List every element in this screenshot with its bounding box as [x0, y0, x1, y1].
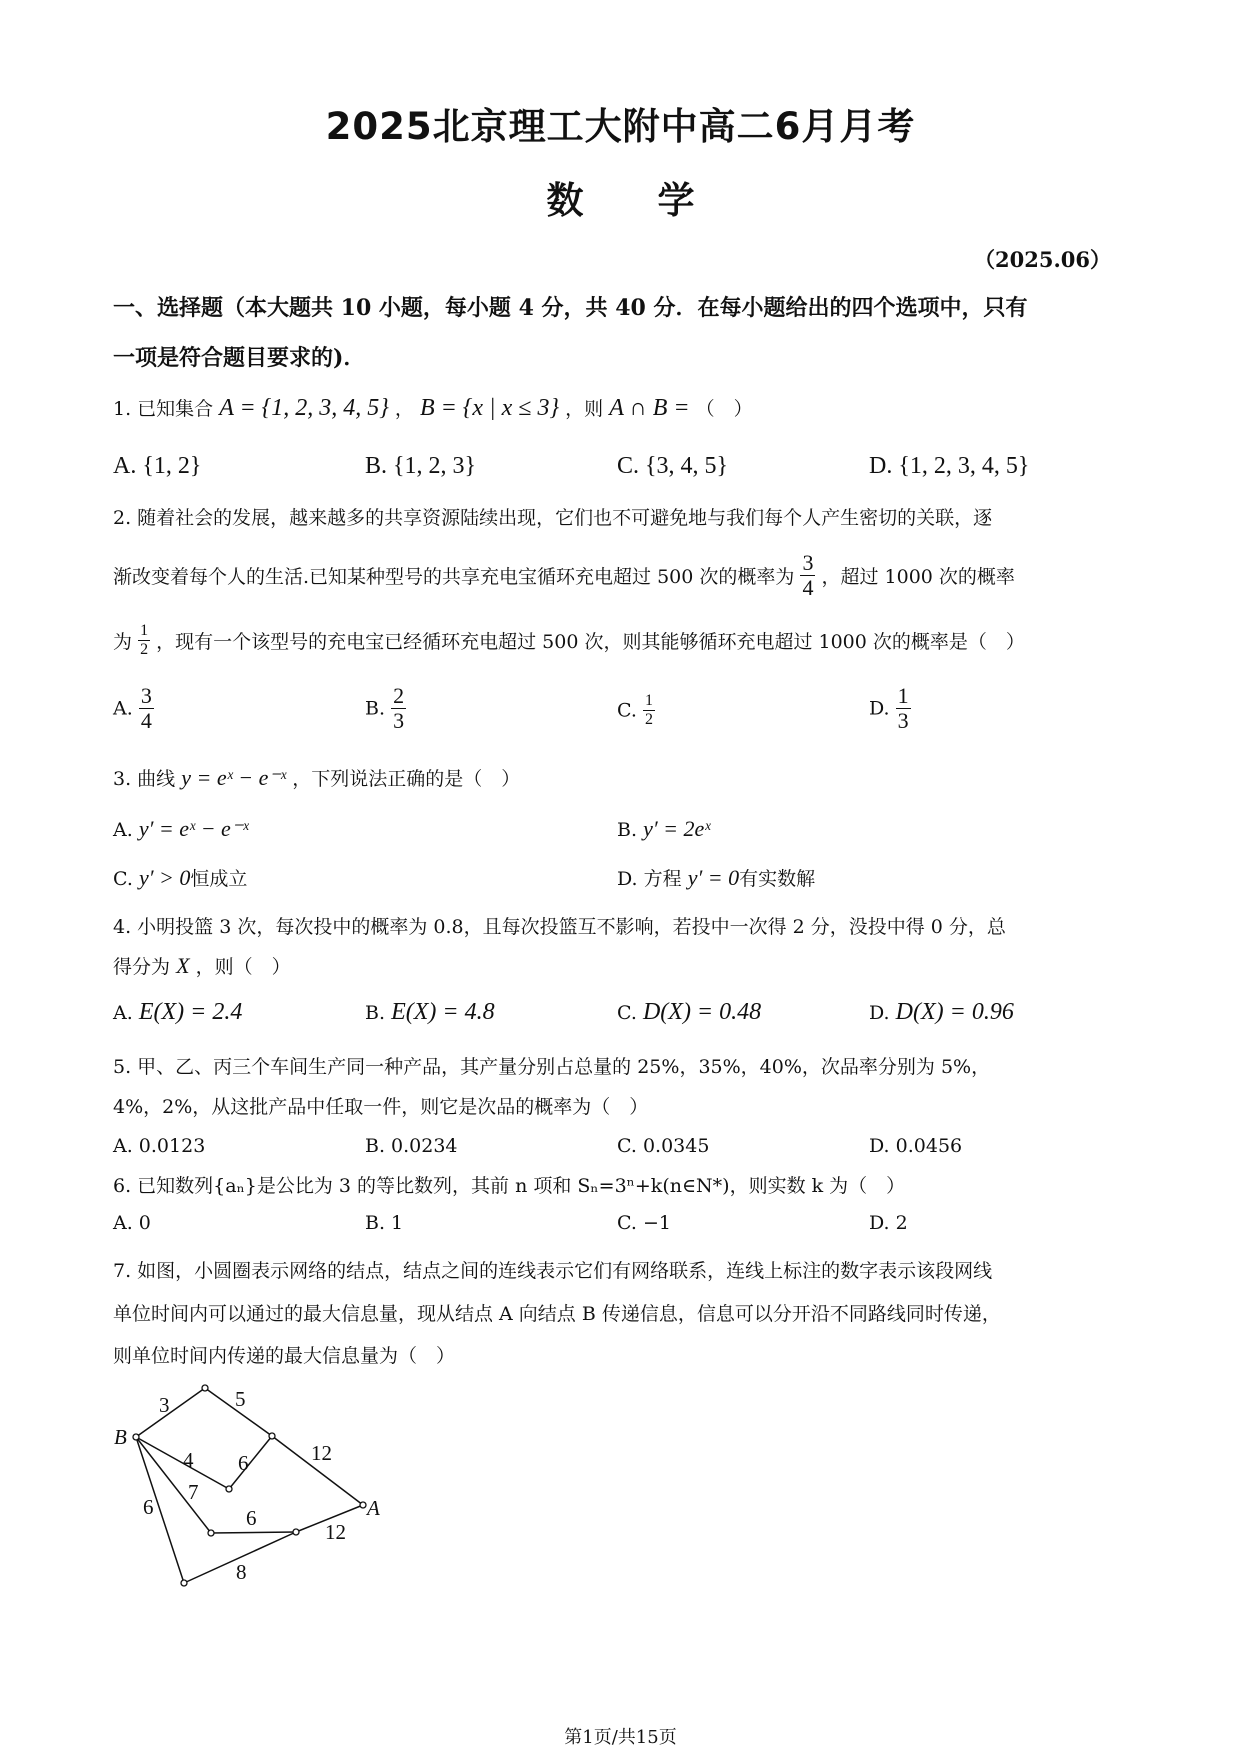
edge-mid-right: [229, 1436, 272, 1489]
question-1: [113, 394, 753, 422]
q4-option-d: [869, 999, 1014, 1026]
q2-option-a-den: 4: [140, 708, 152, 733]
node-lower: [208, 1530, 214, 1536]
q2-option-b: [365, 684, 406, 733]
q1-option-a: A. {1, 2}: [113, 453, 202, 479]
edge-label-8: 8: [236, 1560, 247, 1584]
q2-frac1-den: 4: [802, 575, 814, 600]
q3-option-b: [617, 816, 710, 842]
edge-label-5: 5: [235, 1387, 246, 1411]
q4-option-b-expr: E(X) = 4.8: [391, 999, 495, 1025]
q5-line1: 5. 甲、乙、丙三个车间生产同一种产品，其产量分别占总量的 25%，35%，40%，次品率分别为 5%，: [113, 1056, 991, 1078]
edge-b-top: [136, 1388, 205, 1437]
edge-label-4: 4: [183, 1448, 194, 1472]
q2-fraction-one-half: [138, 622, 150, 659]
q4-option-c-expr: D(X) = 0.48: [642, 999, 762, 1025]
q2-frac2-num: 1: [140, 622, 149, 639]
section-heading-line1: 一、选择题（本大题共 10 小题，每小题 4 分，共 40 分．在每小题给出的四个选项中，只有: [113, 295, 1028, 321]
section-heading-line2: 一项是符合题目要求的)．: [113, 345, 366, 371]
q6-option-d: D. 2: [869, 1212, 908, 1234]
q3-option-b-label: B.: [617, 819, 638, 841]
node-label-a: A: [367, 1496, 380, 1520]
q3-expr: y = eˣ − e⁻ˣ: [181, 765, 287, 790]
q7-line2: 单位时间内可以通过的最大信息量，现从结点 A 向结点 B 传递信息，信息可以分开沿不同路线同时传递，: [113, 1303, 1001, 1325]
q2-line2-b: ，超过 1000 次的概率: [821, 566, 1015, 588]
edge-label-6-upper: 6: [238, 1451, 249, 1475]
q2-option-c-num: 1: [644, 692, 653, 709]
q6-option-c: C. −1: [617, 1212, 671, 1234]
q1-expr: A ∩ B =: [609, 395, 690, 421]
q2-option-d-num: 1: [897, 683, 909, 708]
node-right: [269, 1433, 275, 1439]
q1-prefix: 1. 已知集合: [113, 398, 214, 420]
q5-option-c: C. 0.0345: [617, 1135, 710, 1157]
q3-option-c-text: 恒成立: [190, 868, 248, 890]
q3-option-d-label: D. 方程: [617, 868, 682, 890]
q6-option-a: A. 0: [113, 1212, 151, 1234]
node-a: [360, 1502, 366, 1508]
q4-option-d-expr: D(X) = 0.96: [895, 999, 1014, 1025]
q3-option-a-expr: y′ = eˣ − e⁻ˣ: [138, 816, 249, 841]
edge-label-6-lower: 6: [246, 1506, 257, 1530]
q2-fraction-three-quarters: [800, 551, 815, 600]
node-b: [133, 1434, 139, 1440]
q2-option-d: [869, 684, 911, 733]
q4-option-b-label: B.: [365, 1002, 386, 1024]
q2-option-b-label: B.: [365, 697, 386, 720]
q2-line3-b: ，现有一个该型号的充电宝已经循环充电超过 500 次，则其能够循环充电超过 1000 次的概率是（ ）: [156, 631, 1025, 653]
node-label-b: B: [114, 1425, 127, 1449]
q4-option-d-label: D.: [869, 1002, 890, 1024]
q2-option-b-den: 3: [393, 708, 405, 733]
q2-option-d-den: 3: [897, 708, 909, 733]
edge-lower-lowerright: [211, 1532, 296, 1533]
node-lower-right: [293, 1529, 299, 1535]
q2-option-c-label: C.: [617, 699, 637, 722]
q3-option-b-expr: y′ = 2eˣ: [643, 816, 711, 841]
q4-line2-b: ，则（ ）: [195, 956, 291, 978]
q3-option-c-label: C.: [113, 868, 133, 890]
edge-label-6-left: 6: [143, 1495, 154, 1519]
q2-option-b-num: 2: [393, 683, 405, 708]
exam-date: （2025.06）: [974, 247, 1111, 272]
q4-option-c-label: C.: [617, 1002, 637, 1024]
q4-variable-x: X: [176, 953, 190, 978]
q2-option-a: [113, 684, 154, 733]
q3-prefix: 3. 曲线: [113, 768, 176, 790]
q3-option-a-label: A.: [113, 819, 133, 841]
q2-option-a-num: 3: [140, 683, 152, 708]
q2-line3-a: 为: [113, 631, 133, 653]
q6-option-b: B. 1: [365, 1212, 404, 1234]
q2-option-c-den: 2: [644, 711, 653, 728]
q3-option-a: [113, 816, 249, 842]
q3-option-c-expr: y′ > 0: [138, 865, 191, 890]
q1-sep: ，: [394, 398, 414, 420]
question-3: [113, 764, 520, 791]
q3-option-d: [617, 864, 815, 891]
q6-line1: 6. 已知数列{aₙ}是公比为 3 的等比数列，其前 n 项和 Sₙ=3ⁿ+k(n∈N*)，则实数 k 为（ ）: [113, 1175, 906, 1197]
q2-line2: [113, 551, 1015, 600]
q4-option-c: [617, 999, 761, 1026]
subject-title: 数 学: [546, 179, 695, 222]
q5-line2: 4%，2%，从这批产品中任取一件，则它是次品的概率为（ ）: [113, 1096, 649, 1118]
edge-label-3: 3: [159, 1393, 170, 1417]
node-bottom: [181, 1580, 187, 1586]
q4-option-a-expr: E(X) = 2.4: [138, 999, 243, 1025]
q2-frac1-num: 3: [802, 550, 814, 575]
q7-line1: 7. 如图，小圆圈表示网络的结点，结点之间的连线表示它们有网络联系，连线上标注的数字表示该段网线: [113, 1260, 993, 1282]
q2-line2-a: 渐改变着每个人的生活.已知某种型号的共享充电宝循环充电超过 500 次的概率为: [113, 566, 795, 588]
q4-line2: [113, 952, 291, 979]
page-title: 2025北京理工大附中高二6月月考: [325, 105, 916, 148]
page-number: 第1页/共15页: [564, 1727, 677, 1748]
q5-option-d: D. 0.0456: [869, 1135, 963, 1157]
q1-set-a: A = {1, 2, 3, 4, 5}: [219, 395, 389, 421]
q1-set-b: B = {x | x ≤ 3}: [419, 395, 560, 421]
q4-line2-a: 得分为: [113, 956, 171, 978]
node-top: [202, 1385, 208, 1391]
q2-option-a-label: A.: [113, 697, 133, 720]
q2-frac2-den: 2: [140, 641, 149, 658]
q1-suffix: ，则: [565, 398, 604, 420]
edge-label-7: 7: [188, 1480, 199, 1504]
q1-option-d: D. {1, 2, 3, 4, 5}: [869, 453, 1030, 479]
q3-option-c: [113, 864, 247, 891]
q2-option-d-label: D.: [869, 697, 890, 720]
q2-option-b-fraction: [391, 684, 406, 733]
q1-option-b: B. {1, 2, 3}: [365, 453, 477, 479]
q3-option-d-expr: y′ = 0: [687, 865, 740, 890]
edge-label-12-upper: 12: [311, 1441, 332, 1465]
q3-suffix: ，下列说法正确的是（ ）: [292, 768, 521, 790]
network-diagram: [100, 1375, 400, 1600]
q2-option-c: [617, 692, 655, 729]
q4-option-b: [365, 999, 495, 1026]
q4-option-a: [113, 999, 242, 1026]
q3-option-d-text: 有实数解: [739, 868, 816, 890]
edge-label-12-lower: 12: [325, 1520, 346, 1544]
node-mid: [226, 1486, 232, 1492]
q2-line3: [113, 622, 1025, 659]
q2-option-a-fraction: [139, 684, 154, 733]
q7-line3: 则单位时间内传递的最大信息量为（ ）: [113, 1345, 456, 1367]
q5-option-b: B. 0.0234: [365, 1135, 458, 1157]
q2-option-d-fraction: [896, 684, 911, 733]
q2-option-c-fraction: [643, 692, 655, 729]
q1-paren: （ ）: [695, 398, 753, 420]
q4-line1: 4. 小明投篮 3 次，每次投中的概率为 0.8，且每次投篮互不影响，若投中一次得 2 分，没投中得 0 分，总: [113, 916, 1006, 938]
q1-option-c: C. {3, 4, 5}: [617, 453, 729, 479]
q2-line1: 2. 随着社会的发展，越来越多的共享资源陆续出现，它们也不可避免地与我们每个人产生密切的关联，逐: [113, 507, 993, 529]
q4-option-a-label: A.: [113, 1002, 133, 1024]
q5-option-a: A. 0.0123: [113, 1135, 206, 1157]
